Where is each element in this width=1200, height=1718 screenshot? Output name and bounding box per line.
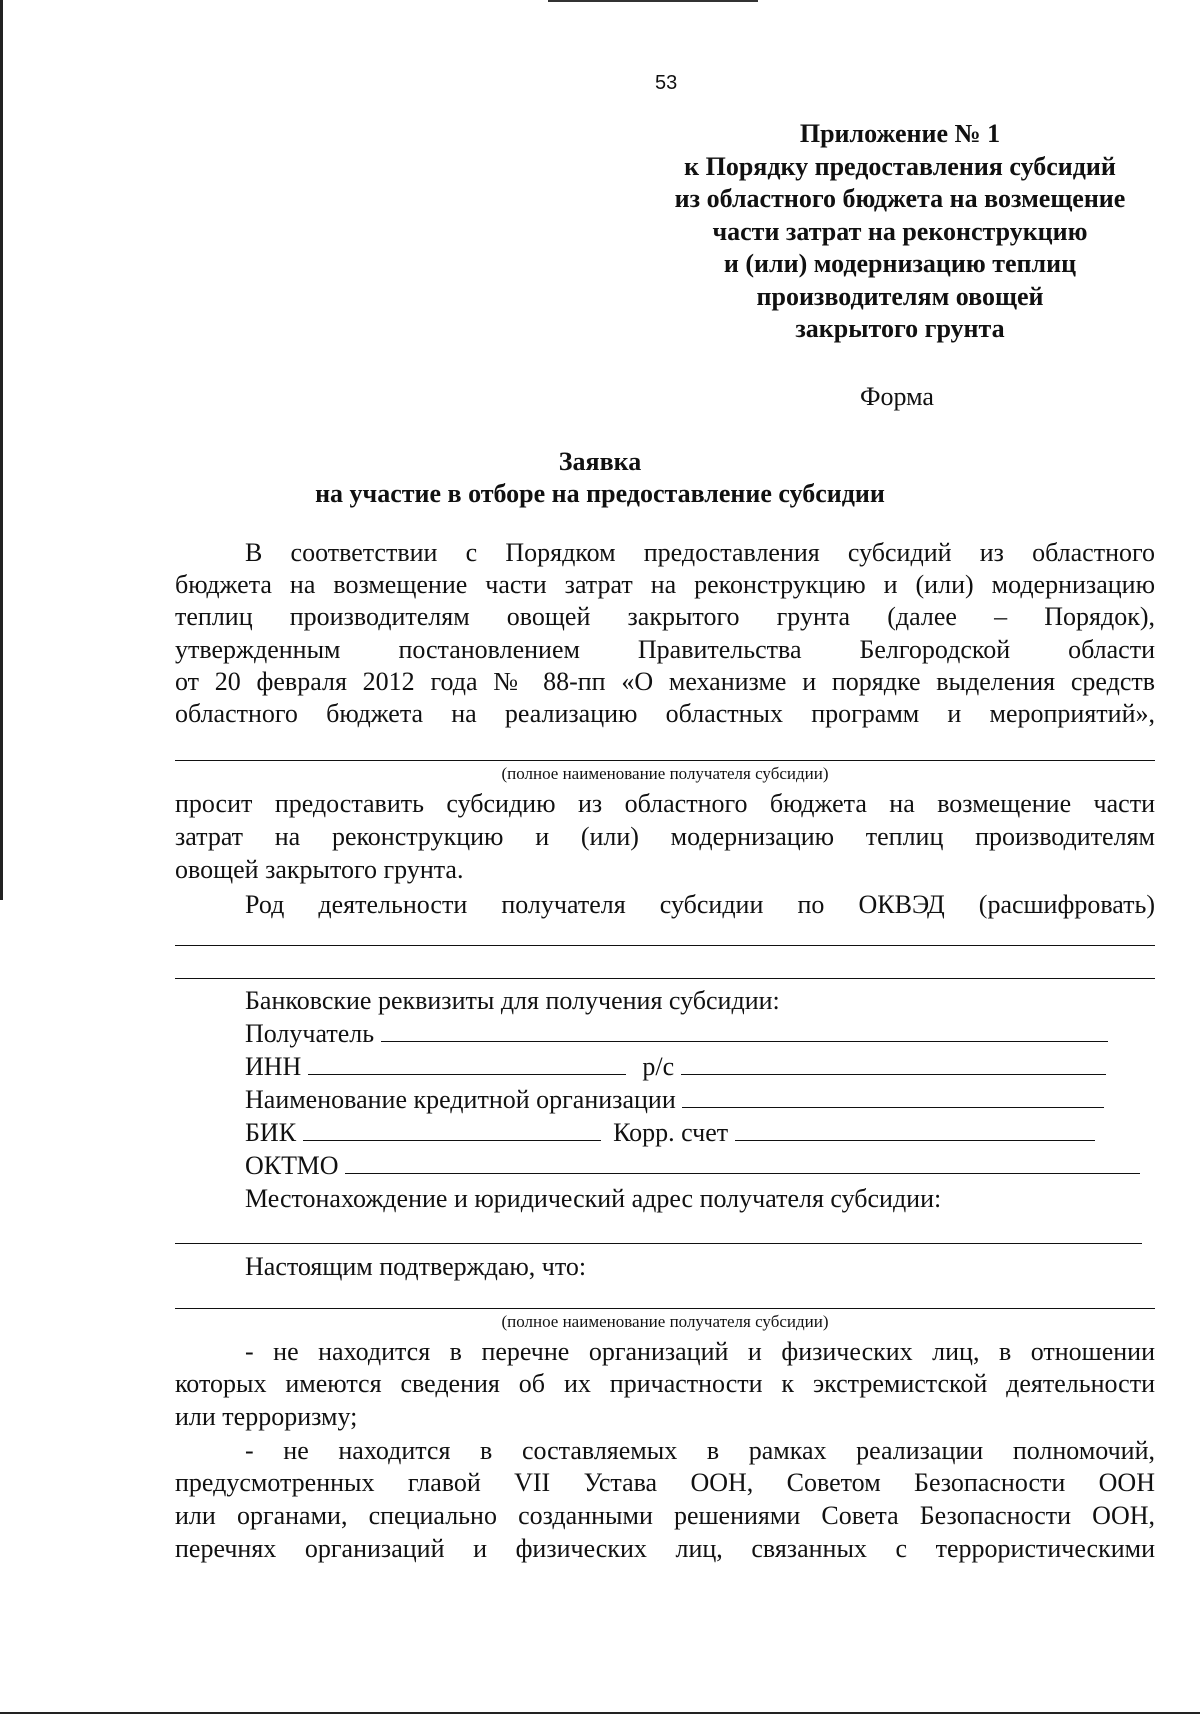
intro-line: от 20 февраля 2012 года № 88-пп «О механизме и порядке выделения средств <box>175 667 1155 696</box>
okved-fill-line[interactable] <box>175 945 1155 946</box>
appendix-line: части затрат на реконструкцию <box>712 216 1088 246</box>
appendix-line: из областного бюджета на возмещение <box>674 184 1126 213</box>
bik-label: БИК <box>245 1118 297 1147</box>
scan-mark-top <box>548 0 758 2</box>
appendix-line: производителям овощей <box>756 281 1044 311</box>
appendix-line: и (или) модернизацию теплиц <box>723 249 1077 278</box>
recipient-row <box>245 1019 1108 1049</box>
page-number: 53 <box>655 72 678 94</box>
oktmo-row <box>245 1151 1140 1181</box>
scan-edge <box>0 0 3 900</box>
item2-line: - не находится в составляемых в рамках реализации полномочий, <box>245 1436 1155 1465</box>
oktmo-field[interactable] <box>345 1151 1140 1174</box>
okved-line: Род деятельности получателя субсидии по ОКВЭД (расшифровать) <box>245 890 1155 919</box>
intro-line: теплиц производителям овощей закрытого грунта (далее – Порядок), <box>175 602 1155 631</box>
recipient-field[interactable] <box>381 1019 1108 1042</box>
item2-line: перечнях организаций и физических лиц, связанных с террористическими <box>175 1534 1155 1563</box>
request-line: просит предоставить субсидию из областного бюджета на возмещение части <box>175 789 1155 818</box>
recipient-caption-2: (полное наименование получателя субсидии) <box>501 1312 829 1331</box>
request-line: овощей закрытого грунта. <box>175 855 464 884</box>
bik-row <box>245 1118 1095 1148</box>
item1-line: или терроризму; <box>175 1402 358 1431</box>
recipient-name-line-2[interactable] <box>175 1308 1155 1309</box>
credit-org-label: Наименование кредитной организации <box>245 1085 676 1114</box>
document-title <box>170 446 1030 510</box>
account-field[interactable] <box>681 1052 1106 1075</box>
scan-edge-bottom <box>0 1712 1200 1714</box>
corr-field[interactable] <box>735 1118 1095 1141</box>
appendix-line: закрытого грунта <box>795 314 1005 343</box>
credit-org-field[interactable] <box>682 1085 1104 1108</box>
oktmo-label: ОКТМО <box>245 1151 339 1180</box>
inn-row <box>245 1052 1106 1082</box>
item1-line: - не находится в перечне организаций и физических лиц, в отношении <box>245 1337 1155 1366</box>
intro-line: В соответствии с Порядком предоставления субсидий из областного <box>245 538 1155 567</box>
bik-field[interactable] <box>303 1118 601 1141</box>
form-label: Форма <box>860 382 934 411</box>
intro-line: утвержденным постановлением Правительства Белгородской области <box>175 635 1155 664</box>
appendix-line: к Порядку предоставления субсидий <box>684 151 1116 181</box>
item1-line: которых имеются сведения об их причастности к экстремистской деятельности <box>175 1369 1155 1398</box>
request-line: затрат на реконструкцию и (или) модернизацию теплиц производителям <box>175 822 1155 851</box>
appendix-header <box>620 118 1180 346</box>
address-label: Местонахождение и юридический адрес получателя субсидии: <box>245 1184 942 1213</box>
account-label: р/с <box>642 1052 675 1081</box>
appendix-line: Приложение № 1 <box>799 119 1001 148</box>
item2-line: предусмотренных главой VII Устава ООН, Советом Безопасности ООН <box>175 1468 1155 1497</box>
confirm-line: Настоящим подтверждаю, что: <box>245 1252 587 1281</box>
intro-line: областного бюджета на реализацию областных программ и мероприятий», <box>175 699 1155 728</box>
corr-label: Корр. счет <box>613 1118 729 1147</box>
recipient-name-line[interactable] <box>175 760 1155 761</box>
credit-org-row <box>245 1085 1104 1115</box>
okved-fill-line[interactable] <box>175 978 1155 979</box>
title-line-2: на участие в отборе на предоставление субсидии <box>315 479 885 508</box>
recipient-caption: (полное наименование получателя субсидии) <box>501 764 829 783</box>
inn-field[interactable] <box>308 1052 626 1075</box>
intro-line: бюджета на возмещение части затрат на реконструкцию и (или) модернизацию <box>175 570 1155 599</box>
recipient-label: Получатель <box>245 1019 375 1048</box>
bank-heading: Банковские реквизиты для получения субсидии: <box>245 986 780 1015</box>
inn-label: ИНН <box>245 1052 302 1081</box>
title-line-1: Заявка <box>558 447 642 476</box>
item2-line: или органами, специально созданными решениями Совета Безопасности ООН, <box>175 1501 1155 1530</box>
address-field[interactable] <box>175 1243 1142 1244</box>
